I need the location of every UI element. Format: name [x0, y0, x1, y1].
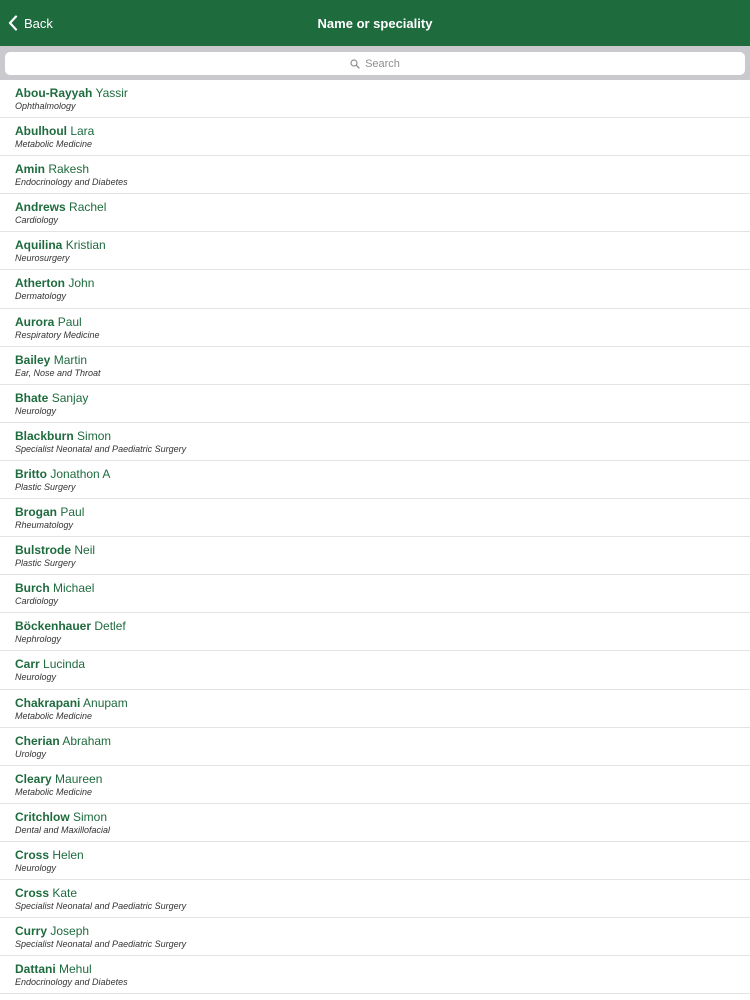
list-item[interactable]: [0, 499, 750, 537]
doctor-surname: Bhate: [15, 390, 49, 405]
list-item[interactable]: [0, 423, 750, 461]
doctor-speciality: Specialist Neonatal and Paediatric Surgery: [15, 443, 187, 454]
doctor-surname: Böckenhauer: [15, 619, 92, 634]
doctor-first-name: John: [68, 276, 95, 291]
doctor-name: [15, 619, 750, 634]
doctor-name: [15, 543, 750, 558]
doctor-first-name: Michael: [53, 581, 95, 596]
page-title: Name or speciality: [317, 15, 433, 31]
doctor-list: [0, 80, 750, 1000]
doctor-first-name: Paul: [60, 505, 85, 520]
doctor-speciality: Specialist Neonatal and Paediatric Surgery: [15, 900, 187, 911]
doctor-name: [15, 467, 750, 482]
doctor-surname: Aurora: [15, 314, 55, 329]
doctor-name: [15, 162, 750, 177]
doctor-speciality: Respiratory Medicine: [15, 329, 100, 340]
navigation-bar: [0, 0, 750, 46]
list-item[interactable]: [0, 728, 750, 766]
doctor-surname: Bulstrode: [15, 543, 72, 558]
doctor-name: [15, 505, 750, 520]
list-item[interactable]: [0, 385, 750, 423]
list-item[interactable]: [0, 309, 750, 347]
back-button[interactable]: [8, 0, 53, 46]
doctor-surname: Abulhoul: [15, 124, 67, 139]
doctor-name: [15, 581, 750, 596]
doctor-name: [15, 276, 750, 291]
doctor-name: [15, 353, 750, 368]
doctor-surname: Aquilina: [15, 238, 63, 253]
doctor-first-name: Lara: [70, 124, 95, 139]
doctor-name: [15, 429, 750, 444]
doctor-first-name: Lucinda: [43, 657, 86, 672]
doctor-speciality: Endocrinology and Diabetes: [15, 177, 128, 188]
doctor-speciality: Metabolic Medicine: [15, 710, 93, 721]
doctor-first-name: Kate: [52, 885, 78, 900]
doctor-speciality: Specialist Neonatal and Paediatric Surgery: [15, 939, 187, 950]
list-item[interactable]: [0, 194, 750, 232]
doctor-speciality: Plastic Surgery: [15, 558, 76, 569]
doctor-first-name: Joseph: [50, 924, 90, 939]
doctor-first-name: Abraham: [62, 733, 112, 748]
doctor-surname: Bailey: [15, 352, 51, 367]
doctor-speciality: Ear, Nose and Throat: [15, 367, 101, 378]
doctor-surname: Critchlow: [15, 809, 70, 824]
doctor-first-name: Martin: [53, 352, 88, 367]
doctor-speciality: Dermatology: [15, 291, 67, 302]
doctor-speciality: Dental and Maxillofacial: [15, 824, 111, 835]
doctor-name: [15, 924, 750, 939]
doctor-first-name: Anupam: [83, 695, 128, 710]
search-placeholder: Search: [365, 57, 400, 70]
doctor-first-name: Kristian: [65, 238, 106, 253]
doctor-speciality: Metabolic Medicine: [15, 786, 93, 797]
list-item[interactable]: [0, 880, 750, 918]
list-item[interactable]: [0, 347, 750, 385]
doctor-first-name: Jonathon A: [50, 466, 111, 481]
back-button-label: Back: [24, 15, 53, 31]
list-item[interactable]: [0, 613, 750, 651]
doctor-speciality: Rheumatology: [15, 520, 74, 531]
doctor-speciality: Metabolic Medicine: [15, 139, 93, 150]
doctor-surname: Curry: [15, 924, 48, 939]
list-item[interactable]: [0, 651, 750, 689]
doctor-surname: Dattani: [15, 962, 56, 977]
doctor-surname: Blackburn: [15, 428, 74, 443]
list-item[interactable]: [0, 270, 750, 308]
doctor-name: [15, 124, 750, 139]
doctor-name: [15, 962, 750, 977]
doctor-first-name: Rakesh: [48, 162, 90, 177]
doctor-first-name: Yassir: [95, 86, 128, 100]
doctor-speciality: Cardiology: [15, 215, 59, 226]
doctor-surname: Abou-Rayyah: [15, 86, 93, 100]
doctor-surname: Cherian: [15, 733, 60, 748]
doctor-surname: Andrews: [15, 200, 66, 215]
doctor-surname: Brogan: [15, 505, 57, 520]
search-bar: [0, 46, 750, 80]
list-item[interactable]: [0, 918, 750, 956]
doctor-speciality: Neurology: [15, 672, 57, 683]
doctor-first-name: Detlef: [94, 619, 126, 634]
list-item[interactable]: [0, 537, 750, 575]
doctor-name: [15, 848, 750, 863]
list-item[interactable]: [0, 80, 750, 118]
doctor-surname: Cross: [15, 847, 50, 862]
list-item[interactable]: [0, 956, 750, 994]
list-item[interactable]: [0, 156, 750, 194]
list-item[interactable]: [0, 766, 750, 804]
list-item[interactable]: [0, 690, 750, 728]
doctor-name: [15, 657, 750, 672]
doctor-first-name: Simon: [73, 809, 108, 824]
doctor-speciality: Ophthalmology: [15, 101, 76, 111]
doctor-name: [15, 238, 750, 253]
doctor-name: [15, 886, 750, 901]
search-icon: [350, 59, 360, 69]
search-input[interactable]: [5, 52, 745, 75]
doctor-surname: Amin: [15, 162, 45, 177]
doctor-first-name: Maureen: [55, 771, 103, 786]
list-item[interactable]: [0, 461, 750, 499]
doctor-speciality: Neurology: [15, 405, 57, 416]
doctor-speciality: Urology: [15, 748, 47, 759]
doctor-name: [15, 772, 750, 787]
doctor-name: [15, 200, 750, 215]
doctor-speciality: Endocrinology and Diabetes: [15, 977, 128, 988]
doctor-first-name: Sanjay: [51, 390, 89, 405]
doctor-name: [15, 696, 750, 711]
doctor-name: [15, 810, 750, 825]
list-item[interactable]: [0, 575, 750, 613]
doctor-speciality: Nephrology: [15, 634, 62, 645]
doctor-surname: Chakrapani: [15, 695, 81, 710]
doctor-name: [15, 391, 750, 406]
doctor-surname: Atherton: [15, 276, 65, 291]
doctor-first-name: Rachel: [69, 200, 107, 215]
doctor-speciality: Plastic Surgery: [15, 481, 76, 492]
list-item[interactable]: [0, 842, 750, 880]
doctor-surname: Burch: [15, 581, 50, 596]
doctor-surname: Cleary: [15, 771, 52, 786]
doctor-surname: Carr: [15, 657, 40, 672]
doctor-surname: Britto: [15, 466, 47, 481]
list-item[interactable]: [0, 232, 750, 270]
chevron-left-icon: [8, 15, 18, 31]
doctor-surname: Cross: [15, 885, 50, 900]
doctor-first-name: Simon: [77, 428, 112, 443]
doctor-name: [15, 734, 750, 749]
doctor-name: [15, 86, 750, 101]
doctor-first-name: Paul: [57, 314, 82, 329]
list-item[interactable]: [0, 118, 750, 156]
doctor-speciality: Cardiology: [15, 596, 59, 607]
doctor-first-name: Mehul: [59, 962, 92, 977]
doctor-first-name: Helen: [52, 847, 84, 862]
doctor-first-name: Neil: [74, 543, 96, 558]
doctor-speciality: Neurosurgery: [15, 253, 70, 264]
doctor-speciality: Neurology: [15, 862, 57, 873]
list-item[interactable]: [0, 804, 750, 842]
doctor-name: [15, 315, 750, 330]
